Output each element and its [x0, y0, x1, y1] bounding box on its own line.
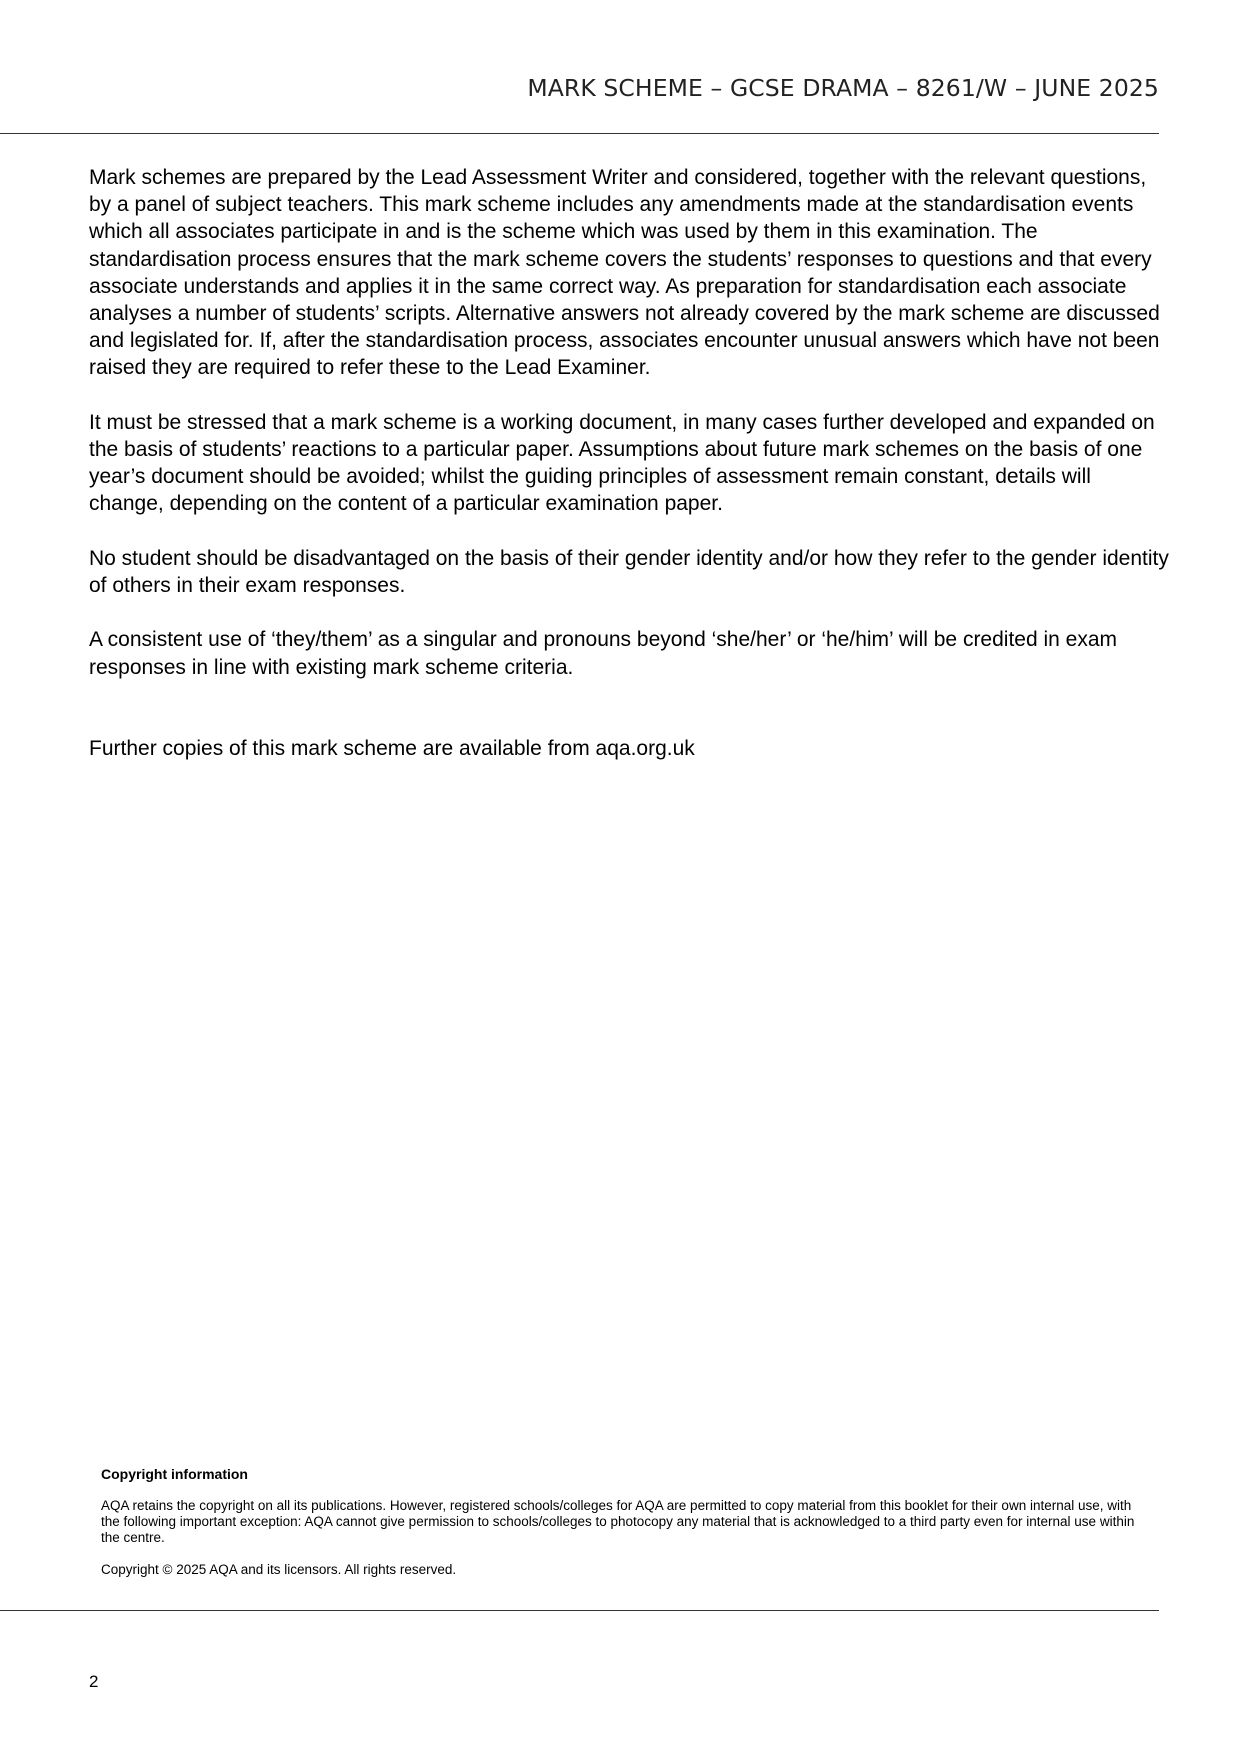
paragraph-standardisation: Mark schemes are prepared by the Lead Assessment Writer and considered, together with the relevant questions, by a panel of subject teachers. This mark scheme includes any amendments made at the standardisation events which all associates participate in and is the scheme which was used by them in this examination. The standardisation process ensures that the mark scheme covers the students’ responses to questions and that every associate understands and applies it in the same correct way. As preparation for standardisation each associate analyses a number of students’ scripts. Alternative answers not already covered by the mark scheme are discussed and legislated for. If, after the standardisation process, associates encounter unusual answers which have not been raised they are required to refer these to the Lead Examiner.	[89, 166, 1160, 380]
page-number: 2	[89, 1672, 99, 1691]
copyright-text: AQA retains the copyright on all its publications. However, registered schools/colleges for AQA are permitted to copy material from this booklet for their own internal use, with the following important exception: AQA cannot give permission to schools/colleges to photocopy any material that is acknowledged to a third party even for internal use within the centre.	[101, 1498, 1135, 1545]
further-copies-text: Further copies of this mark scheme are available from aqa.org.uk	[89, 736, 695, 760]
paragraph-pronouns: A consistent use of ‘they/them’ as a singular and pronouns beyond ‘she/her’ or ‘he/him’ will be credited in exam responses in line with existing mark scheme criteria.	[89, 628, 1118, 679]
main-content	[89, 164, 1169, 789]
copyright-section	[101, 1466, 1141, 1594]
paragraph-gender-identity: No student should be disadvantaged on the basis of their gender identity and/or how they refer to the gender identity of others in their exam responses.	[89, 546, 1169, 598]
copyright-notice: Copyright © 2025 AQA and its licensors. All rights reserved.	[101, 1562, 457, 1577]
footer-divider	[0, 1610, 1159, 1611]
copyright-heading: Copyright information	[101, 1466, 248, 1482]
header-divider	[0, 133, 1159, 134]
paragraph-working-document: It must be stressed that a mark scheme is a working document, in many cases further developed and expanded on the basis of students’ reactions to a particular paper. Assumptions about future mark schemes on the basis of one year’s document should be avoided; whilst the guiding principles of assessment remain constant, details will change, depending on the content of a particular examination paper.	[89, 410, 1155, 516]
page-header-title: MARK SCHEME – GCSE DRAMA – 8261/W – JUNE 2025	[527, 74, 1159, 102]
